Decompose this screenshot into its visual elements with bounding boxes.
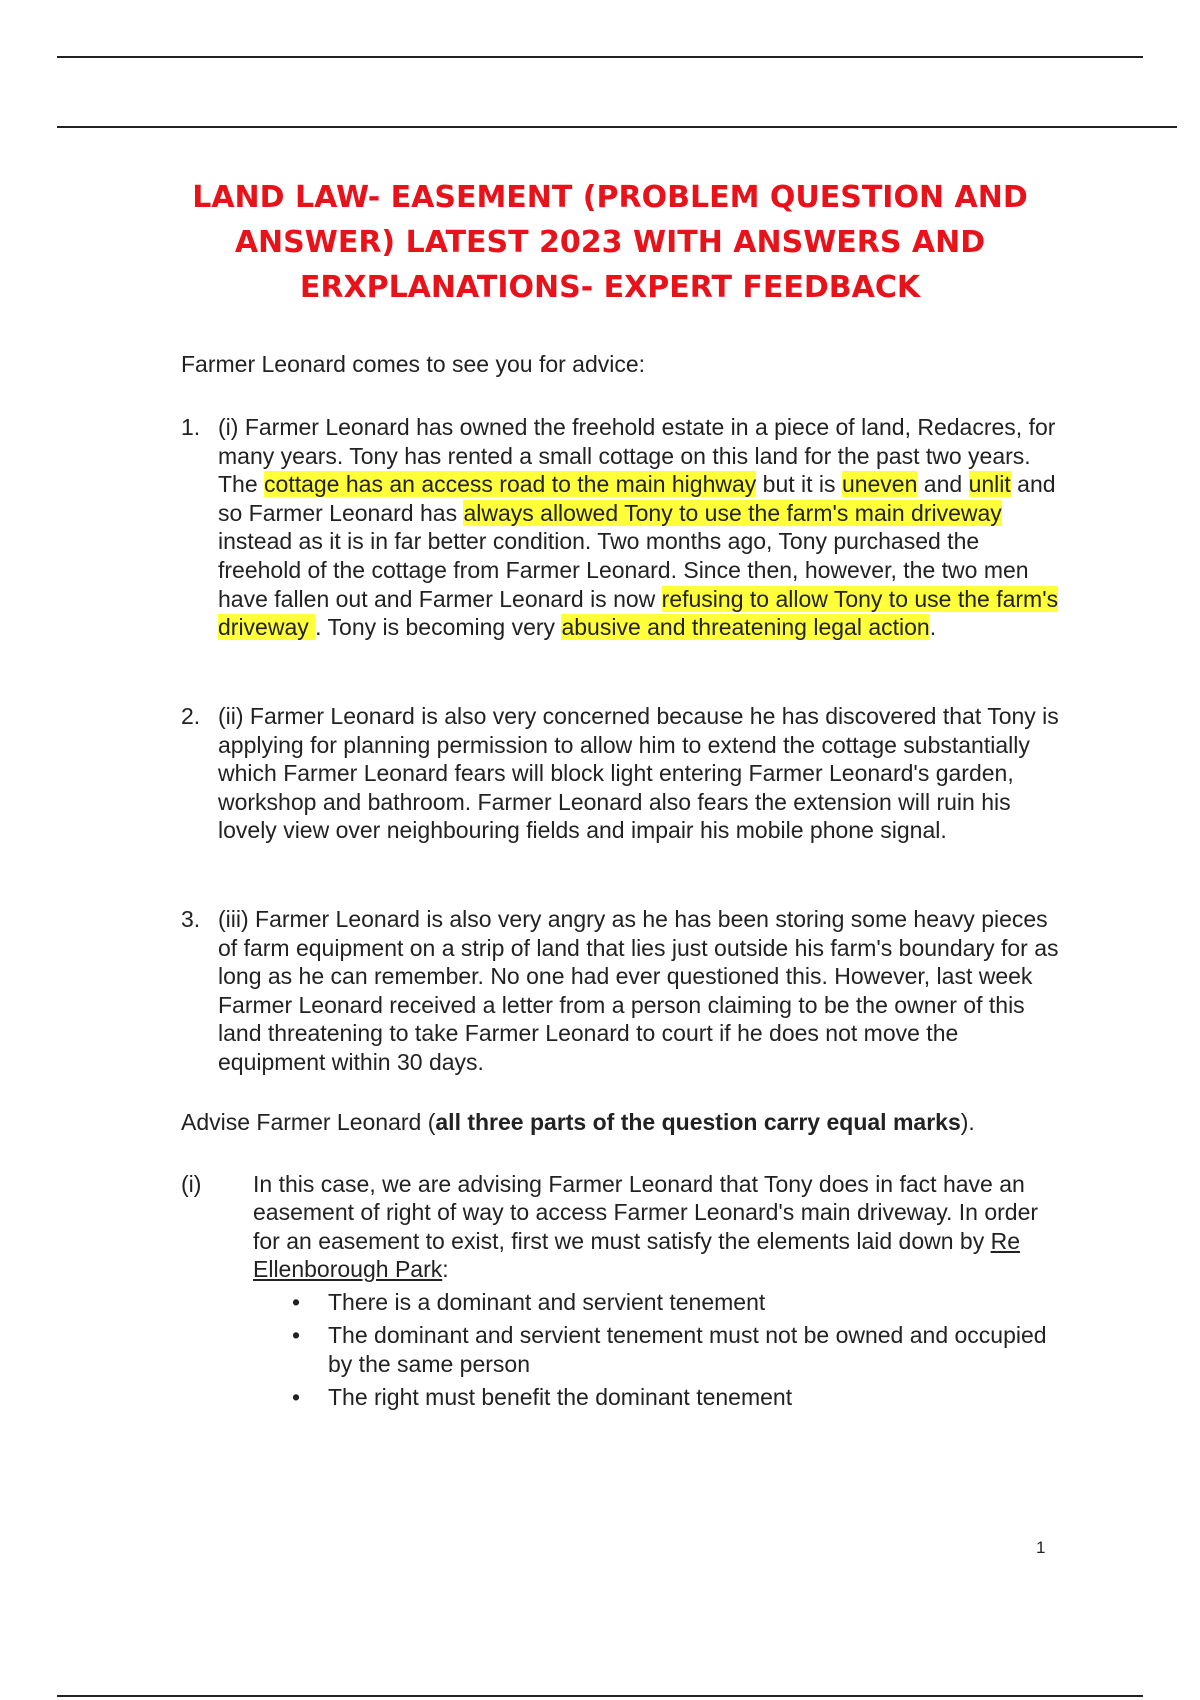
answer-label: (i) <box>181 1171 202 1197</box>
header-rule-top <box>57 56 1143 58</box>
title-line-3: ERXPLANATIONS- EXPERT FEEDBACK <box>299 270 921 305</box>
question-3 <box>181 905 1061 1077</box>
case-citation: Re Ellenborough Park <box>253 1227 1021 1283</box>
requirements-list <box>292 1288 1052 1417</box>
answer-part-1 <box>181 1170 1061 1284</box>
question-2 <box>181 702 1061 845</box>
highlight-access-road: cottage has an access road to the main highway <box>264 471 757 498</box>
bullet-icon: • <box>292 1289 301 1315</box>
header-rule-second <box>57 126 1177 128</box>
list-item: • The right must benefit the dominant tenement <box>292 1384 793 1411</box>
title-line-2: ANSWER) LATEST 2023 WITH ANSWERS AND <box>234 225 986 260</box>
document-title <box>150 175 1070 310</box>
question-3-text: (iii) Farmer Leonard is also very angry as he has been storing some heavy pieces of farm equipment on a strip of land that lies just outside his farm's boundary for as long as he can remember. No one had ever questioned this. However, last week Farmer Leonard received a letter from a person claiming to be the owner of this land threatening to take Farmer Leonard to court if he does not move the equipment within 30 days. <box>218 906 1059 1075</box>
intro-text: Farmer Leonard comes to see you for advice: <box>181 351 646 377</box>
highlight-unlit: unlit <box>968 471 1011 498</box>
question-1 <box>181 413 1061 642</box>
question-2-text: (ii) Farmer Leonard is also very concerned because he has discovered that Tony is applying for planning permission to allow him to extend the cottage substantially which Farmer Leonard fears will block light entering Farmer Leonard's garden, workshop and bathroom. Farmer Leonard also fears the extension will ruin his lovely view over neighbouring fields and impair his mobile phone signal. <box>218 703 1059 844</box>
highlight-driveway-use: always allowed Tony to use the farm's main driveway <box>463 499 1002 526</box>
highlight-refusing: refusing to allow Tony to use the farm's driveway <box>218 585 1059 641</box>
highlight-abusive: abusive and threatening legal action <box>561 614 930 641</box>
title-line-1: LAND LAW- EASEMENT (PROBLEM QUESTION AND <box>192 180 1028 215</box>
highlight-uneven: uneven <box>841 471 918 498</box>
advise-instruction: Advise Farmer Leonard (all three parts of the question carry equal marks). <box>181 1109 975 1135</box>
page-number: 1 <box>1036 1538 1046 1557</box>
footer-rule <box>57 1695 1143 1697</box>
question-3-number: 3. <box>181 906 201 932</box>
advise-bold-note: all three parts of the question carry equal marks <box>435 1109 961 1135</box>
answer-text: In this case, we are advising Farmer Leonard that Tony does in fact have an easement of right of way to access Farmer Leonard's main driveway. In order for an easement to exist, first we must satisfy the elements laid down by Re Ellenborough Park: <box>253 1171 1039 1283</box>
list-item: • The dominant and servient tenement must not be owned and occupied by the same person <box>292 1322 1047 1377</box>
question-1-text: (i) Farmer Leonard has owned the freehold estate in a piece of land, Redacres, for many years. Tony has rented a small cottage on this land for the past two years. The cottage has an access road to the main highway but it is uneven and unlit and so Farmer Leonard has always allowed Tony to use the farm's main driveway instead as it is in far better condition. Two months ago, Tony purchased the freehold of the cottage from Farmer Leonard. Since then, however, the two men have fallen out and Farmer Leonard is now refusing to allow Tony to use the farm's driveway . Tony is becoming very abusive and threatening legal action. <box>218 414 1059 641</box>
question-2-number: 2. <box>181 703 201 729</box>
list-item: • There is a dominant and servient tenement <box>292 1289 766 1315</box>
question-1-number: 1. <box>181 414 201 440</box>
bullet-icon: • <box>292 1384 301 1411</box>
bullet-icon: • <box>292 1322 301 1349</box>
